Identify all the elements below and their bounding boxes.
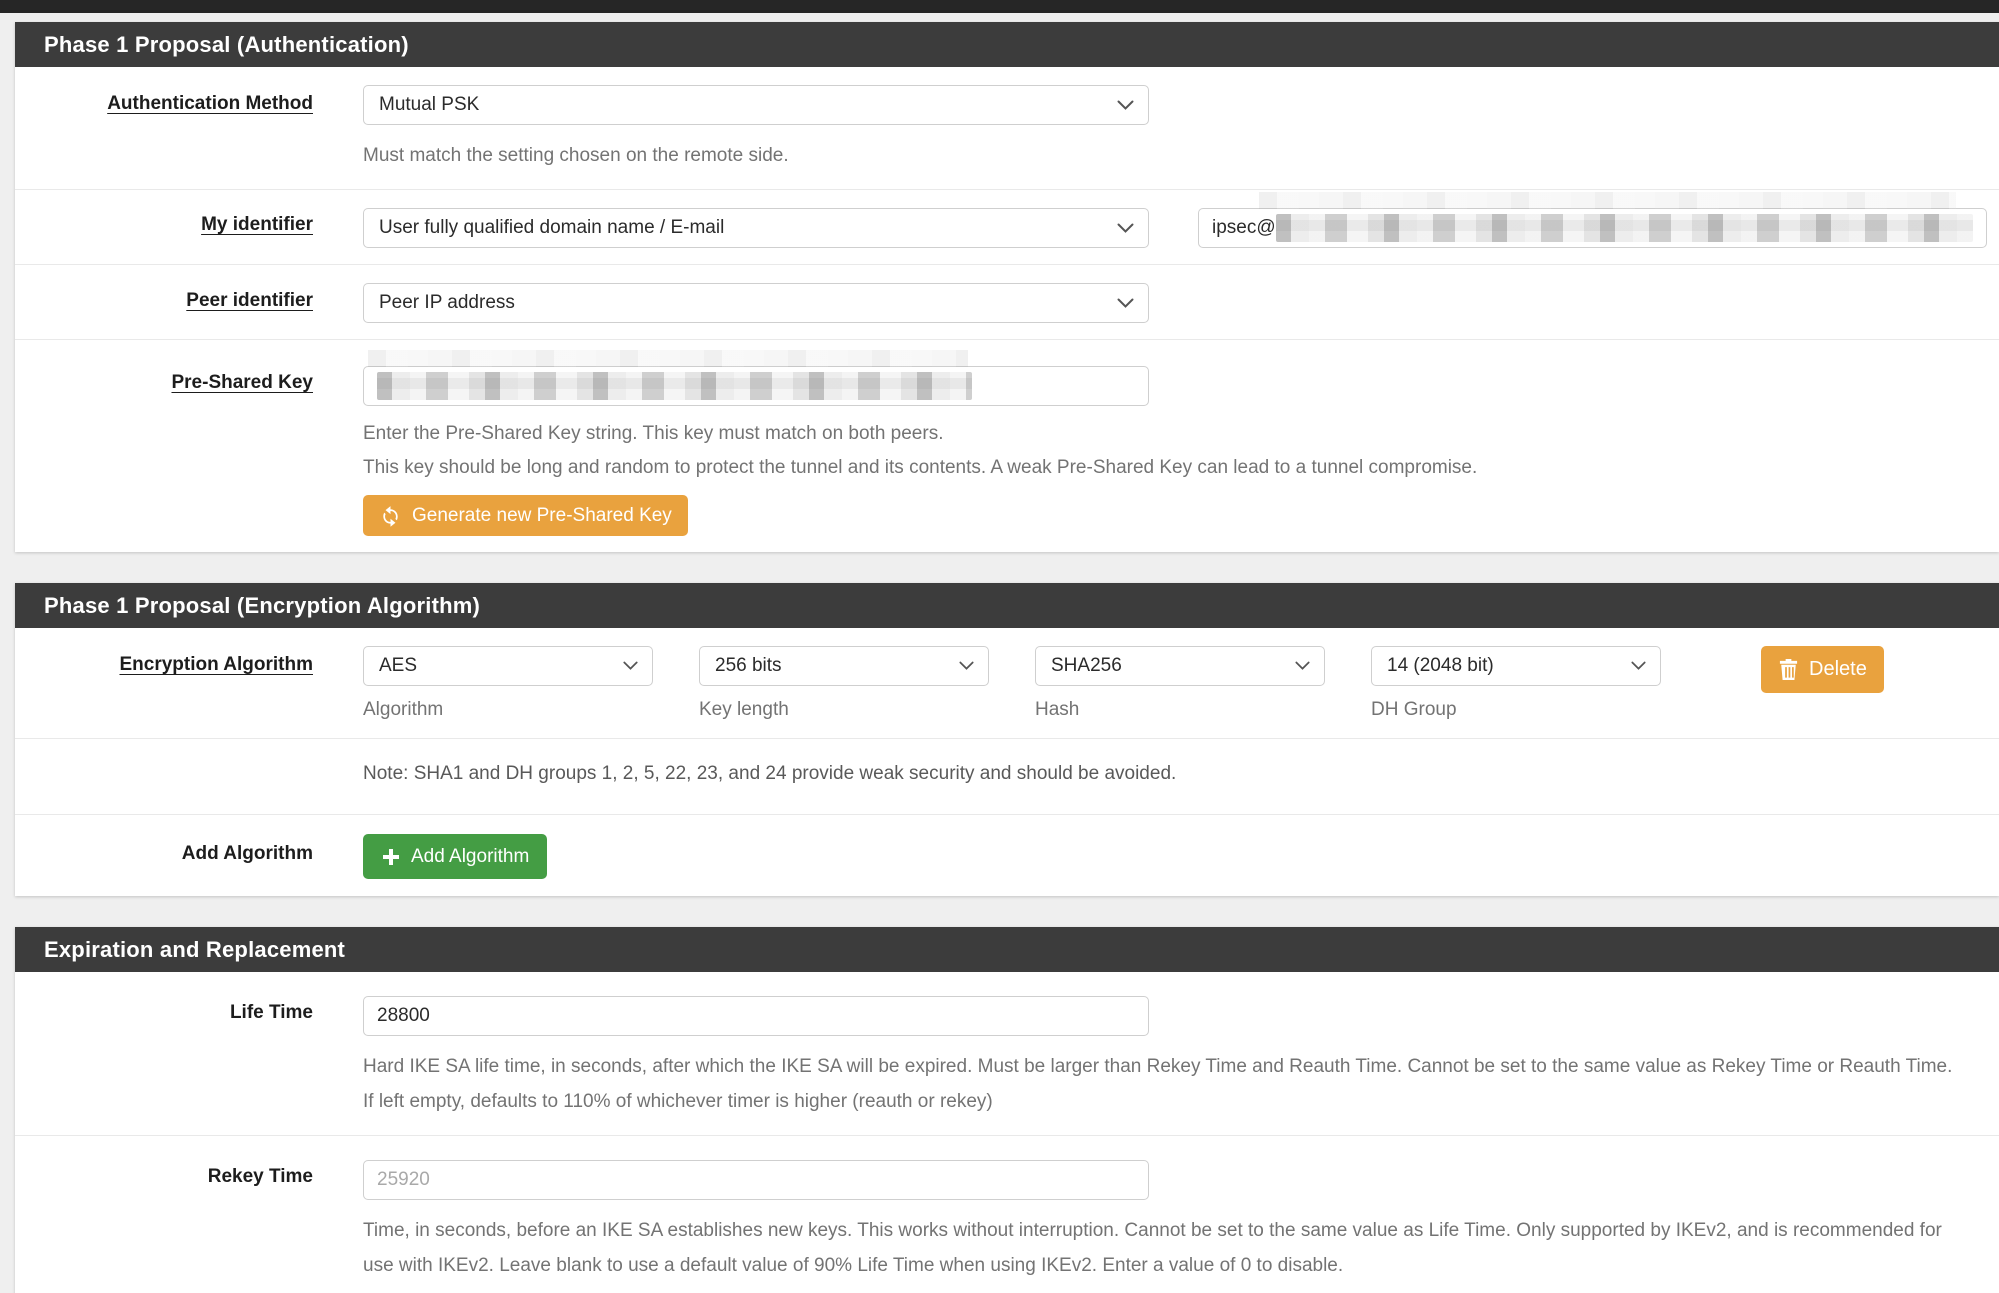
hash-select[interactable] [1035,646,1325,686]
life-time-help: Hard IKE SA life time, in seconds, after which the IKE SA will be expired. Must be larger than Rekey Time and Reauth Time. Cannot be set to the same value as Rekey Time or Reauth Time. If left empty, defaults to 110% of whichever timer is higher (reauth or rekey) [363,1056,1953,1112]
panel-expiration-title: Expiration and Replacement [15,927,1999,972]
my-identifier-type-select[interactable] [363,208,1149,248]
pre-shared-key-label: Pre-Shared Key [171,372,313,393]
key-length-select[interactable] [699,646,989,686]
algorithm-sublabel: Algorithm [363,699,444,720]
add-algorithm-button[interactable] [363,834,547,879]
my-identifier-input[interactable] [1198,208,1987,248]
generate-psk-button-label: Generate new Pre-Shared Key [412,504,672,526]
generate-psk-button[interactable] [363,495,688,536]
row-pre-shared-key [15,339,1999,552]
plus-icon [381,847,401,867]
chevron-down-icon [1117,298,1134,309]
pre-shared-key-help-1: Enter the Pre-Shared Key string. This key must match on both peers. [363,423,944,444]
panel-encryption [15,583,1999,896]
panel-encryption-title: Phase 1 Proposal (Encryption Algorithm) [15,583,1999,628]
hash-sublabel: Hash [1035,699,1080,720]
panel-expiration-body [15,972,1999,1293]
row-my-identifier [15,189,1999,264]
encryption-algorithm-label: Encryption Algorithm [119,654,313,675]
add-algorithm-button-label: Add Algorithm [411,845,530,867]
my-identifier-input-prefix: ipsec@ [1212,217,1276,238]
row-peer-identifier [15,264,1999,339]
key-length-value: 256 bits [715,655,782,676]
peer-identifier-select[interactable] [363,283,1149,323]
row-authentication-method [15,67,1999,189]
pre-shared-key-input[interactable] [363,366,1149,406]
dh-group-sublabel: DH Group [1371,699,1457,720]
dh-group-select[interactable] [1371,646,1661,686]
row-add-algorithm [15,814,1999,896]
redaction-blur [377,372,972,400]
authentication-method-label: Authentication Method [107,93,313,114]
navbar-bottom-strip [0,0,1999,13]
chevron-down-icon [623,661,638,671]
refresh-icon [379,504,402,527]
add-algorithm-label: Add Algorithm [181,843,313,864]
redaction-blur [1259,192,1956,209]
chevron-down-icon [1631,661,1646,671]
delete-algorithm-button-label: Delete [1809,658,1867,680]
algorithm-select[interactable] [363,646,653,686]
redaction-blur [1276,214,1973,242]
panel-authentication-body [15,67,1999,552]
peer-identifier-label: Peer identifier [186,290,313,311]
delete-algorithm-button[interactable] [1761,646,1884,693]
dh-group-value: 14 (2048 bit) [1387,655,1494,676]
peer-identifier-value: Peer IP address [379,292,515,313]
row-encryption-note [15,738,1999,814]
panel-encryption-body [15,628,1999,896]
chevron-down-icon [1117,100,1134,111]
pre-shared-key-help-2: This key should be long and random to protect the tunnel and its contents. A weak Pre-Shared Key can lead to a tunnel compromise. [363,457,1478,478]
life-time-label: Life Time [229,1002,313,1023]
trash-icon [1778,658,1799,681]
rekey-time-help: Time, in seconds, before an IKE SA establishes new keys. This works without interruption. Cannot be set to the same value as Life Time. Only supported by IKEv2, and is recommended for use with IKEv2. Leave blank to use a default value of 90% Life Time when using IKEv2. Enter a value of 0 to disable. [363,1220,1942,1276]
rekey-time-label: Rekey Time [207,1166,313,1187]
chevron-down-icon [1295,661,1310,671]
panel-authentication [15,22,1999,552]
redaction-blur [368,350,968,367]
row-rekey-time [15,1135,1999,1293]
row-life-time [15,972,1999,1135]
authentication-method-value: Mutual PSK [379,94,480,115]
algorithm-value: AES [379,655,418,676]
hash-value: SHA256 [1051,655,1122,676]
rekey-time-input[interactable] [363,1160,1149,1200]
row-encryption-algorithm [15,628,1999,738]
panel-expiration [15,927,1999,1293]
my-identifier-type-value: User fully qualified domain name / E-mail [379,217,725,238]
life-time-input[interactable] [363,996,1149,1036]
chevron-down-icon [1117,223,1134,234]
encryption-note-text: Note: SHA1 and DH groups 1, 2, 5, 22, 23, and 24 provide weak security and should be avoided. [363,763,1177,784]
key-length-sublabel: Key length [699,699,789,720]
my-identifier-label: My identifier [201,214,313,235]
authentication-method-help: Must match the setting chosen on the remote side. [363,145,789,166]
panel-authentication-title: Phase 1 Proposal (Authentication) [15,22,1999,67]
chevron-down-icon [959,661,974,671]
authentication-method-select[interactable] [363,85,1149,125]
